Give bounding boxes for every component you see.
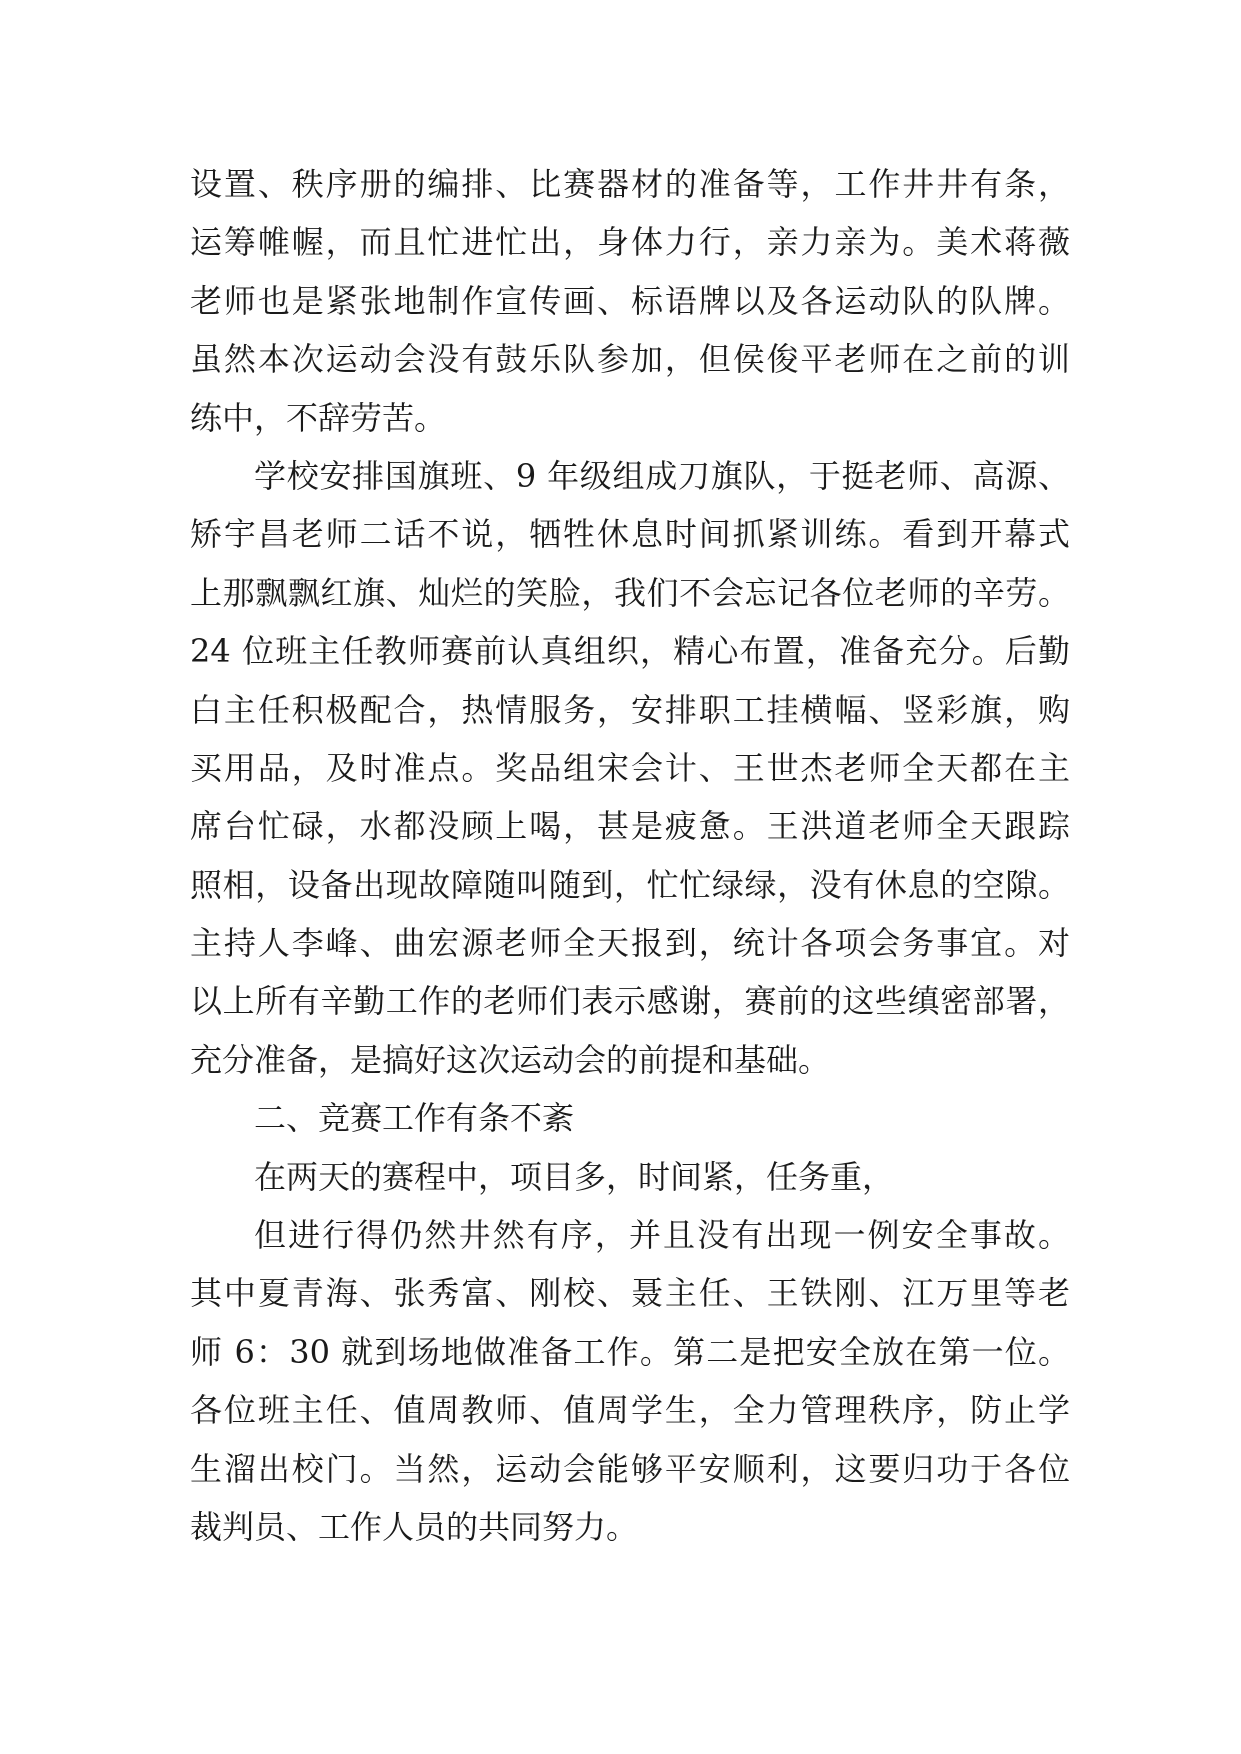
paragraph: [190, 1089, 1070, 1147]
text-line: 学校安排国旗班、9 年级组成刀旗队，于挺老师、高源、: [254, 456, 1070, 495]
text-line: 生溜出校门。当然，运动会能够平安顺利，这要归功于各位: [190, 1449, 1070, 1488]
text-line: 白主任积极配合，热情服务，安排职工挂横幅、竖彩旗，购: [190, 690, 1070, 729]
text-line: 但进行得仍然井然有序，并且没有出现一例安全事故。: [254, 1216, 1070, 1255]
text-line: 买用品，及时准点。奖品组宋会计、王世杰老师全天都在主: [190, 748, 1070, 787]
text-line: 24 位班主任教师赛前认真组织，精心布置，准备充分。后勤: [190, 632, 1070, 671]
paragraph: [190, 155, 1070, 447]
paragraph: [190, 1206, 1070, 1556]
text-line: 矫宇昌老师二话不说，牺牲休息时间抓紧训练。看到开幕式: [190, 515, 1070, 554]
text-line: 练中，不辞劳苦。: [190, 398, 447, 437]
text-line: 老师也是紧张地制作宣传画、标语牌以及各运动队的队牌。: [190, 281, 1070, 320]
text-line: 席台忙碌，水都没顾上喝，甚是疲惫。王洪道老师全天跟踪: [190, 807, 1070, 846]
paragraph: [190, 1148, 1070, 1206]
text-line: 充分准备，是搞好这次运动会的前提和基础。: [190, 1040, 831, 1079]
text-line: 虽然本次运动会没有鼓乐队参加，但侯俊平老师在之前的训: [190, 340, 1070, 379]
text-line: 其中夏青海、张秀富、刚校、聂主任、王铁刚、江万里等老: [190, 1274, 1070, 1313]
text-line: 二、竞赛工作有条不紊: [254, 1099, 575, 1138]
text-line: 照相，设备出现故障随叫随到，忙忙绿绿，没有休息的空隙。: [190, 865, 1070, 904]
text-line: 运筹帷幄，而且忙进忙出，身体力行，亲力亲为。美术蒋薇: [190, 223, 1070, 262]
text-line: 各位班主任、值周教师、值周学生，全力管理秩序，防止学: [190, 1391, 1070, 1430]
text-line: 师 6：30 就到场地做准备工作。第二是把安全放在第一位。: [190, 1332, 1070, 1371]
text-line: 以上所有辛勤工作的老师们表示感谢，赛前的这些缜密部署，: [190, 982, 1070, 1021]
text-line: 裁判员、工作人员的共同努力。: [190, 1507, 639, 1546]
text-line: 设置、秩序册的编排、比赛器材的准备等，工作井井有条，: [190, 165, 1070, 203]
paragraph: [190, 447, 1070, 1089]
text-line: 在两天的赛程中，项目多，时间紧，任务重，: [254, 1157, 895, 1196]
body-text: [190, 155, 1070, 1556]
text-line: 主持人李峰、曲宏源老师全天报到，统计各项会务事宜。对: [190, 924, 1070, 963]
text-line: 上那飘飘红旗、灿烂的笑脸，我们不会忘记各位老师的辛劳。: [190, 573, 1070, 612]
